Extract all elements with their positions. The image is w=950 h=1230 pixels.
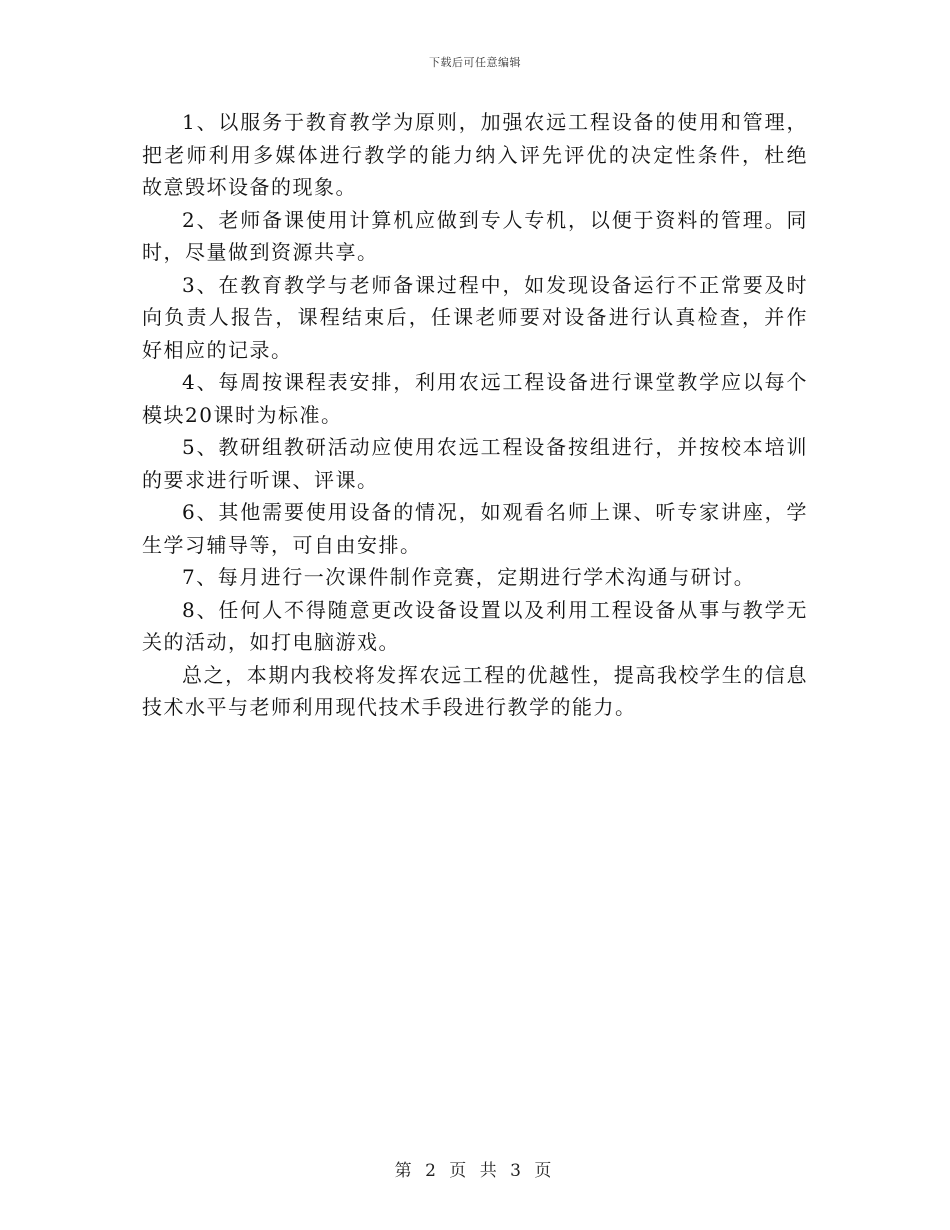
paragraph-summary: 总之，本期内我校将发挥农远工程的优越性，提高我校学生的信息技术水平与老师利用现代技术手段进行教学的能力。 [142, 662, 808, 719]
paragraph-rule-5: 5、教研组教研活动应使用农远工程设备按组进行，并按校本培训的要求进行听课、评课。 [142, 435, 808, 492]
paragraph-rule-6: 6、其他需要使用设备的情况，如观看名师上课、听专家讲座，学生学习辅导等，可自由安排。 [142, 500, 808, 557]
page-header: 下载后可任意编辑 [429, 56, 521, 69]
paragraph-rule-4: 4、每周按课程表安排，利用农远工程设备进行课堂教学应以每个模块20课时为标准。 [142, 370, 808, 427]
paragraph-rule-1: 1、以服务于教育教学为原则，加强农远工程设备的使用和管理，把老师利用多媒体进行教学的能力纳入评先评优的决定性条件，杜绝故意毁坏设备的现象。 [142, 110, 808, 199]
paragraph-rule-7: 7、每月进行一次课件制作竞赛，定期进行学术沟通与研讨。 [182, 565, 756, 589]
page-number-footer: 第 2 页 共 3 页 [394, 1161, 556, 1181]
paragraph-rule-2: 2、老师备课使用计算机应做到专人专机，以便于资料的管理。同时，尽量做到资源共享。 [142, 207, 808, 264]
paragraph-rule-8: 8、任何人不得随意更改设备设置以及利用工程设备从事与教学无关的活动，如打电脑游戏。 [142, 597, 808, 654]
document-body [142, 106, 808, 724]
paragraph-rule-3: 3、在教育教学与老师备课过程中，如发现设备运行不正常要及时向负责人报告，课程结束后，任课老师要对设备进行认真检查，并作好相应的记录。 [142, 272, 808, 362]
